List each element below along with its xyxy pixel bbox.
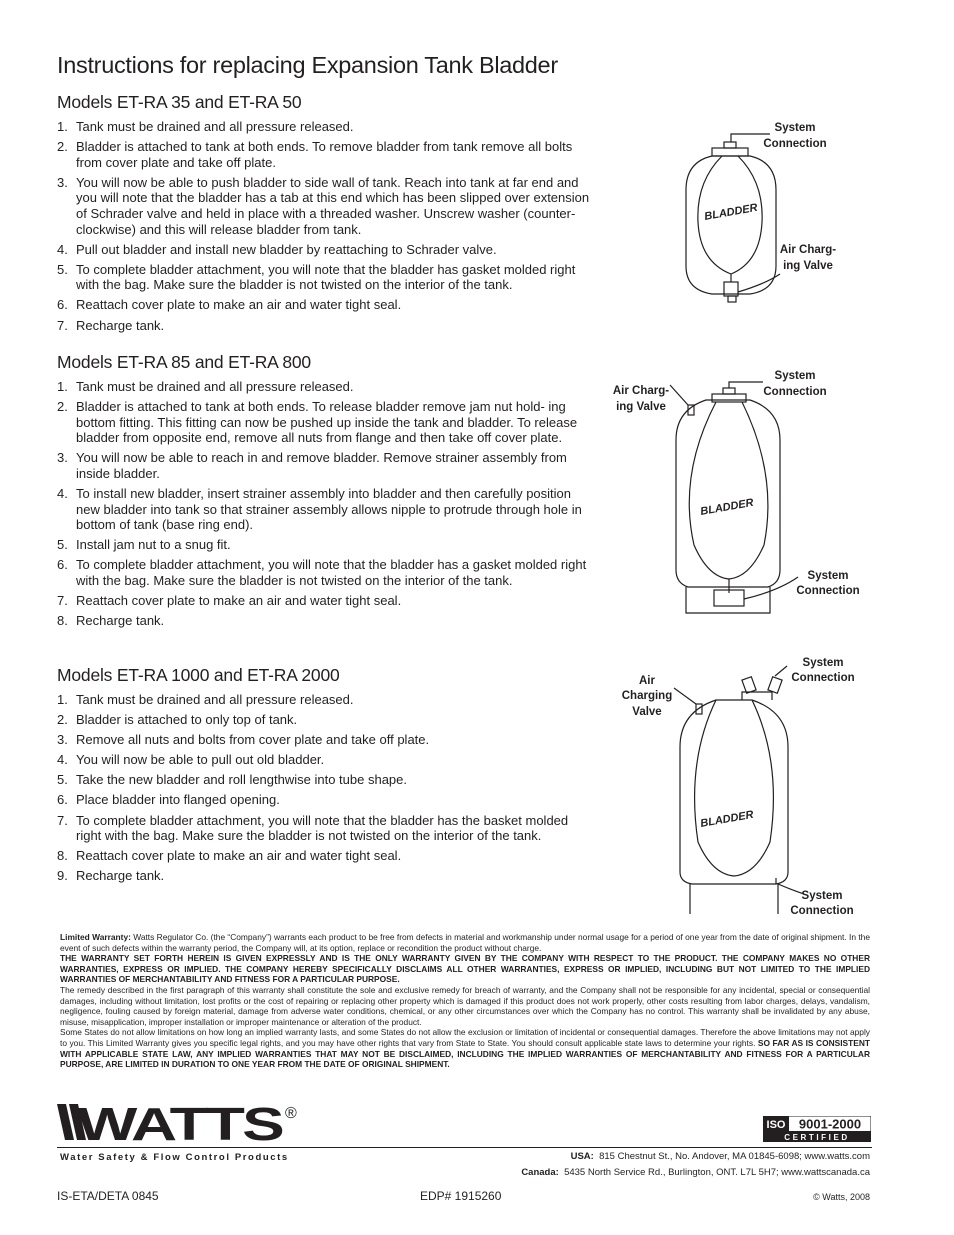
step-number: 1. [57, 692, 68, 707]
step-number: 5. [57, 261, 68, 277]
section-et-ra-1000-2000 [57, 665, 597, 888]
step-item [57, 399, 597, 446]
canada-address [521, 1167, 870, 1178]
system-connection-label: Connection [796, 585, 860, 597]
section-heading: Models ET-RA 85 and ET-RA 800 [57, 352, 311, 372]
step-text: You will now be able to reach in and remove bladder. Remove strainer assembly from inside bladder. [76, 450, 567, 481]
system-connection-label: System [802, 657, 844, 669]
step-text: Bladder is attached to tank at both ends. To remove bladder from tank remove all bolts from cover plate and take off plate. [76, 139, 573, 170]
air-valve-label: Charging [621, 690, 673, 702]
step-item [57, 297, 597, 313]
step-number: 1. [57, 379, 68, 394]
step-number: 8. [57, 613, 68, 629]
bladder-label: BLADDER [699, 808, 755, 830]
step-text: Recharge tank. [76, 317, 165, 333]
warranty-label: Limited Warranty: [60, 932, 131, 942]
step-number: 3. [57, 450, 68, 466]
step-item [57, 848, 597, 864]
step-text: Tank must be drained and all pressure released. [76, 119, 354, 134]
air-valve-label: Air [639, 675, 655, 687]
step-number: 4. [57, 241, 68, 257]
step-item [57, 537, 597, 553]
warranty-paragraph: Some States do not allow limitations on how long an implied warranty lasts, and some States do not allow the exclusion or limitation of incidental or consequential damages. Therefore the above limitations may not apply to you. This Limited Warranty gives you specific legal rights, and you may have other rights that vary from State to State. You should consult applicable state laws to determine your rights. [60, 1027, 870, 1048]
tank-diagram-small [600, 112, 850, 317]
system-connection-label: System [774, 122, 816, 134]
step-text: You will now be able to push bladder to side wall of tank. Reach into tank at far end and you will note that the bladder has a tab at this end which has been slipped over extension of Schrader valve and held in place with a threaded washer. Unscrew washer (counter- clockwise) and this will release bladder from tank. [76, 174, 590, 237]
step-text: To complete bladder attachment, you will note that the bladder has a gasket molded right with the bag. Make sure the bladder is not twisted on the interior of the tank. [76, 557, 587, 589]
step-item [57, 379, 597, 395]
section-et-ra-35-50 [57, 92, 597, 338]
step-text: Take the new bladder and roll lengthwise into tube shape. [76, 772, 407, 788]
step-item [57, 752, 597, 768]
section-heading: Models ET-RA 1000 and ET-RA 2000 [57, 665, 340, 685]
step-item [57, 792, 597, 808]
canada-address-text: 5435 North Service Rd., Burlington, ONT. L7L 5H7; www.wattscanada.ca [564, 1167, 870, 1178]
step-number: 6. [57, 557, 68, 573]
step-text: Install jam nut to a snug fit. [76, 537, 231, 553]
step-number: 4. [57, 752, 68, 768]
step-text: Reattach cover plate to make an air and water tight seal. [76, 593, 402, 609]
step-item [57, 712, 597, 728]
step-text: Tank must be drained and all pressure released. [76, 379, 354, 394]
step-item [57, 593, 597, 609]
step-number: 7. [57, 593, 68, 609]
page-title: Instructions for replacing Expansion Tank Bladder [57, 52, 558, 78]
bladder-label: BLADDER [699, 496, 755, 518]
air-valve-label: Air Charg- [779, 244, 837, 256]
step-item [57, 175, 597, 237]
warranty-paragraph: Watts Regulator Co. (the “Company”) warrants each product to be free from defects in material and workmanship under normal usage for a period of one year from the date of original shipment. In the event of such defects within the warranty period, the Company will, at its option, replace or recondition the product without charge. [60, 932, 871, 953]
step-number: 7. [57, 317, 68, 333]
system-connection-label: System [801, 890, 843, 902]
system-connection-label: Connection [790, 905, 854, 917]
step-text: To complete bladder attachment, you will note that the bladder has the basket molded right with the bag. Make sure the bladder is not twisted on the interior of the tank. [76, 812, 569, 844]
steps-list [57, 119, 597, 333]
iso-badge [763, 1116, 871, 1142]
usa-address [571, 1151, 870, 1162]
step-number: 3. [57, 732, 68, 748]
step-number: 4. [57, 486, 68, 502]
tagline: Water Safety & Flow Control Products [60, 1152, 289, 1163]
step-text: Tank must be drained and all pressure released. [76, 692, 354, 707]
system-connection-label: System [774, 370, 816, 382]
step-number: 2. [57, 139, 68, 155]
step-item [57, 119, 597, 135]
step-text: Reattach cover plate to make an air and water tight seal. [76, 297, 402, 313]
system-connection-label: Connection [763, 138, 827, 150]
step-item [57, 486, 597, 533]
step-text: To install new bladder, insert strainer assembly into bladder and then carefully position new bladder into tank so that strainer assembly allows nipple to protrude through hole in bottom of tank (base ring end). [76, 486, 582, 533]
air-valve-label: ing Valve [783, 260, 833, 272]
step-item [57, 613, 597, 629]
bladder-label: BLADDER [703, 201, 759, 223]
step-number: 1. [57, 119, 68, 134]
logo-text: WATTS [77, 1100, 283, 1144]
step-item [57, 692, 597, 708]
step-text: Remove all nuts and bolts from cover plate and take off plate. [76, 732, 430, 748]
limited-warranty [60, 932, 870, 1070]
registered-mark: ® [285, 1105, 297, 1122]
air-valve-label: ing Valve [616, 401, 666, 413]
step-number: 5. [57, 537, 68, 553]
iso-prefix: ISO [766, 1119, 786, 1131]
step-number: 2. [57, 712, 68, 728]
step-item [57, 262, 597, 293]
iso-number: 9001-2000 [798, 1116, 862, 1132]
steps-list [57, 379, 597, 629]
footer-divider [57, 1147, 872, 1148]
step-number: 6. [57, 792, 68, 808]
step-item [57, 557, 597, 588]
step-item [57, 732, 597, 748]
warranty-paragraph: The remedy described in the first paragraph of this warranty shall constitute the sole and exclusive remedy for breach of warranty, and the Company shall not be responsible for any incidental, special or consequential damages, including without limitation, lost profits or the cost of repairing or replacing other property which is damaged if this product does not work properly, other costs resulting from labor charges, delays, vandalism, negligence, fouling caused by foreign material, damage from adverse water conditions, chemical, or any other circumstances over which the Company has no control. This warranty shall be invalidated by any abuse, misuse, misapplication, improper installation or improper maintenance or alteration of the product. [60, 984, 870, 1027]
watts-logo [57, 1100, 307, 1144]
step-text: Recharge tank. [76, 868, 165, 884]
step-text: To complete bladder attachment, you will note that the bladder has gasket molded right with the bag. Make sure the bladder is not twisted on the interior of the tank. [76, 261, 576, 293]
step-text: Recharge tank. [76, 613, 165, 629]
section-et-ra-85-800 [57, 352, 597, 633]
step-number: 8. [57, 848, 68, 864]
step-number: 9. [57, 868, 68, 884]
air-valve-label: Air Charg- [612, 385, 670, 397]
step-item [57, 139, 597, 170]
step-item [57, 318, 597, 334]
system-connection-label: Connection [763, 386, 827, 398]
document-code: IS-ETA/DETA 0845 [57, 1189, 159, 1203]
step-item [57, 868, 597, 884]
step-item [57, 772, 597, 788]
step-number: 7. [57, 812, 68, 828]
warranty-limitation: SO FAR AS IS CONSISTENT WITH APPLICABLE STATE LAW, ANY IMPLIED WARRANTIES THAT MAY NOT BE DISCLAIMED, INCLUDING THE IMPLIED WARRANTIES OF MERCHANTABILITY AND FITNESS FOR A PARTICULAR PURPOSE, ARE LIMITED IN DURATION TO ONE YEAR FROM THE DATE OF ORIGINAL SHIPMENT. [60, 1037, 871, 1070]
step-number: 5. [57, 772, 68, 788]
usa-address-text: 815 Chestnut St., No. Andover, MA 01845-6098; www.watts.com [599, 1151, 870, 1162]
steps-list [57, 692, 597, 884]
canada-label: Canada: [521, 1167, 559, 1178]
iso-certified: CERTIFIED [784, 1133, 850, 1142]
air-valve-label: Valve [632, 706, 662, 718]
step-number: 3. [57, 174, 68, 190]
step-text: Bladder is attached to only top of tank. [76, 712, 298, 728]
system-connection-label: System [807, 570, 849, 582]
step-text: Place bladder into flanged opening. [76, 792, 280, 808]
step-text: Reattach cover plate to make an air and water tight seal. [76, 848, 402, 864]
system-connection-label: Connection [791, 672, 855, 684]
tank-diagram-large [612, 652, 874, 920]
step-text: Pull out bladder and install new bladder by reattaching to Schrader valve. [76, 241, 497, 257]
tank-diagram-medium [608, 365, 870, 625]
step-number: 2. [57, 399, 68, 415]
copyright: © Watts, 2008 [813, 1192, 870, 1202]
section-heading: Models ET-RA 35 and ET-RA 50 [57, 92, 302, 112]
step-text: You will now be able to pull out old bladder. [76, 752, 325, 768]
step-item [57, 242, 597, 258]
usa-label: USA: [570, 1151, 594, 1162]
step-item [57, 450, 597, 481]
edp-number: EDP# 1915260 [420, 1189, 502, 1203]
step-text: Bladder is attached to tank at both ends. To release bladder remove jam nut hold- ing bottom fitting. This fitting can now be pushed up inside the tank and bladder. To release bladder from opposite end, remove all nuts from flange and then take off cover plate. [76, 399, 578, 446]
step-number: 6. [57, 297, 68, 313]
warranty-disclaimer: THE WARRANTY SET FORTH HEREIN IS GIVEN EXPRESSLY AND IS THE ONLY WARRANTY GIVEN BY THE COMPANY WITH RESPECT TO THE PRODUCT. THE COMPANY MAKES NO OTHER WARRANTIES, EXPRESS OR IMPLIED. THE COMPANY HEREBY SPECIFICALLY DISCLAIMS ALL OTHER WARRANTIES, EXPRESS OR IMPLIED, INCLUDING BUT NOT LIMITED TO THE IMPLIED WARRANTIES OF MERCHANTABILITY AND FITNESS FOR A PARTICULAR PURPOSE. [60, 953, 870, 985]
step-item [57, 813, 597, 844]
